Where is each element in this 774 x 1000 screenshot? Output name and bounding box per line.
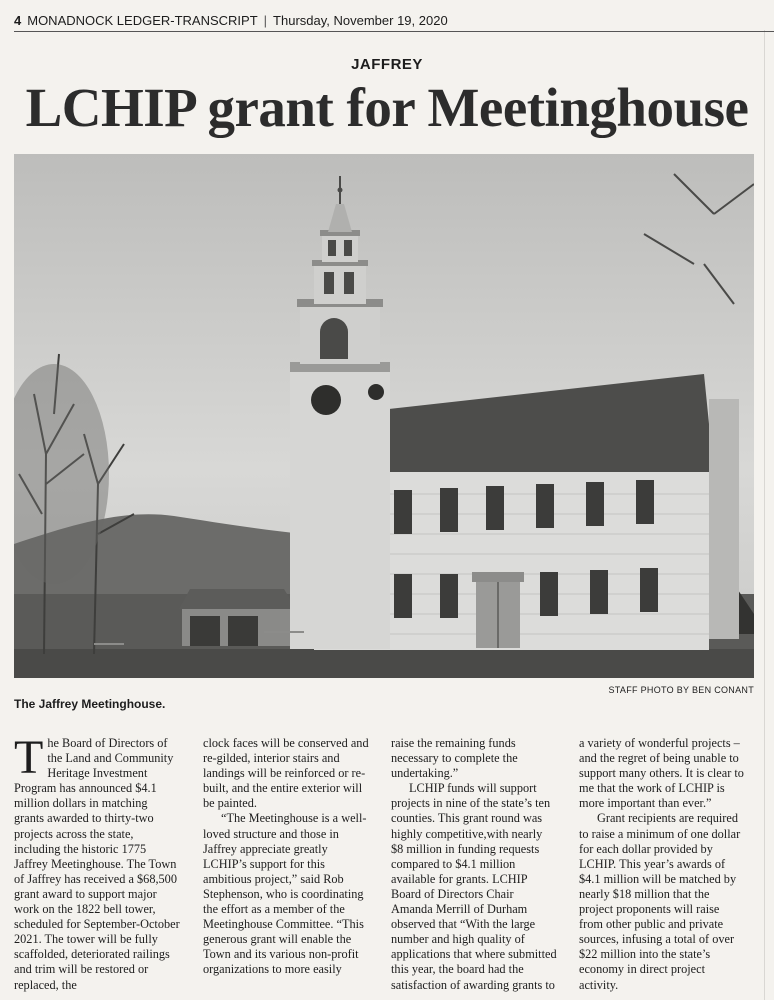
article-column-3: [391, 736, 557, 1000]
article-column-4: [579, 736, 745, 1000]
article-headline: LCHIP grant for Meetinghouse: [25, 77, 749, 138]
paragraph: he Board of Directors of the Land and Community Heritage Investment Program has announced $4.1 million dollars in matching grants awarded to thirty-two projects across the state, including the historic 1775 Jaffrey Meetinghouse. The Town of Jaffrey has received a $68,500 grant award to support major work on the 1822 bell tower, scheduled for September-October 2021. The tower will be fully scaffolded, deteriorated railings and trim will be restored or replaced, the: [14, 736, 180, 992]
page-edge-rule: [764, 30, 765, 1000]
header-separator: |: [263, 13, 268, 28]
drop-cap: T: [14, 736, 44, 784]
paragraph: a variety of wonderful projects – and the regret of being unable to support many others. It is clear to me that the work of LCHIP is more important than ever.”: [579, 736, 744, 811]
publication-name: MONADNOCK LEDGER-TRANSCRIPT: [27, 13, 258, 28]
publication-date: Thursday, November 19, 2020: [273, 13, 448, 28]
paragraph: raise the remaining funds necessary to complete the undertaking.”: [391, 736, 518, 781]
article-column-1: [14, 736, 180, 1000]
page-number: 4: [14, 13, 22, 28]
article-kicker: JAFFREY: [351, 56, 423, 73]
paragraph: clock faces will be conserved and re-gilded, interior stairs and landings will be reinforced or re-built, and the entire exterior will be painted.: [203, 736, 369, 811]
article-column-2: [203, 736, 369, 1000]
page-header: [14, 8, 774, 32]
photo-credit: STAFF PHOTO BY BEN CONANT: [608, 685, 754, 695]
paragraph: “The Meetinghouse is a well-loved structure and those in Jaffrey appreciate greatly LCHIP’s support for this ambitious project,” said Rob Stephenson, who is coordinating the effort as a member of the Meetinghouse Committee. “This generous grant will enable the Town and its various non-profit organizations to more easily: [203, 811, 367, 977]
photo-caption: The Jaffrey Meetinghouse.: [14, 697, 166, 711]
paragraph: LCHIP funds will support projects in nine of the state’s ten counties. This grant round was highly competitive,with nearly $8 million in funding requests compared to $4.1 million available for grants. LCHIP Board of Directors Chair Amanda Merrill of Durham observed that “With the large number and high quality of applications that where submitted this year, the board had the satisfaction of awarding grants to: [391, 781, 557, 992]
meetinghouse-photo: [14, 154, 754, 678]
paragraph: Grant recipients are required to raise a minimum of one dollar for each dollar provided by LCHIP. This year’s awards of $4.1 million will be matched by nearly $18 million that the project proponents will raise from other public and private sources, infusing a total of over $22 million into the state’s economy in direct project activity.: [579, 811, 741, 992]
